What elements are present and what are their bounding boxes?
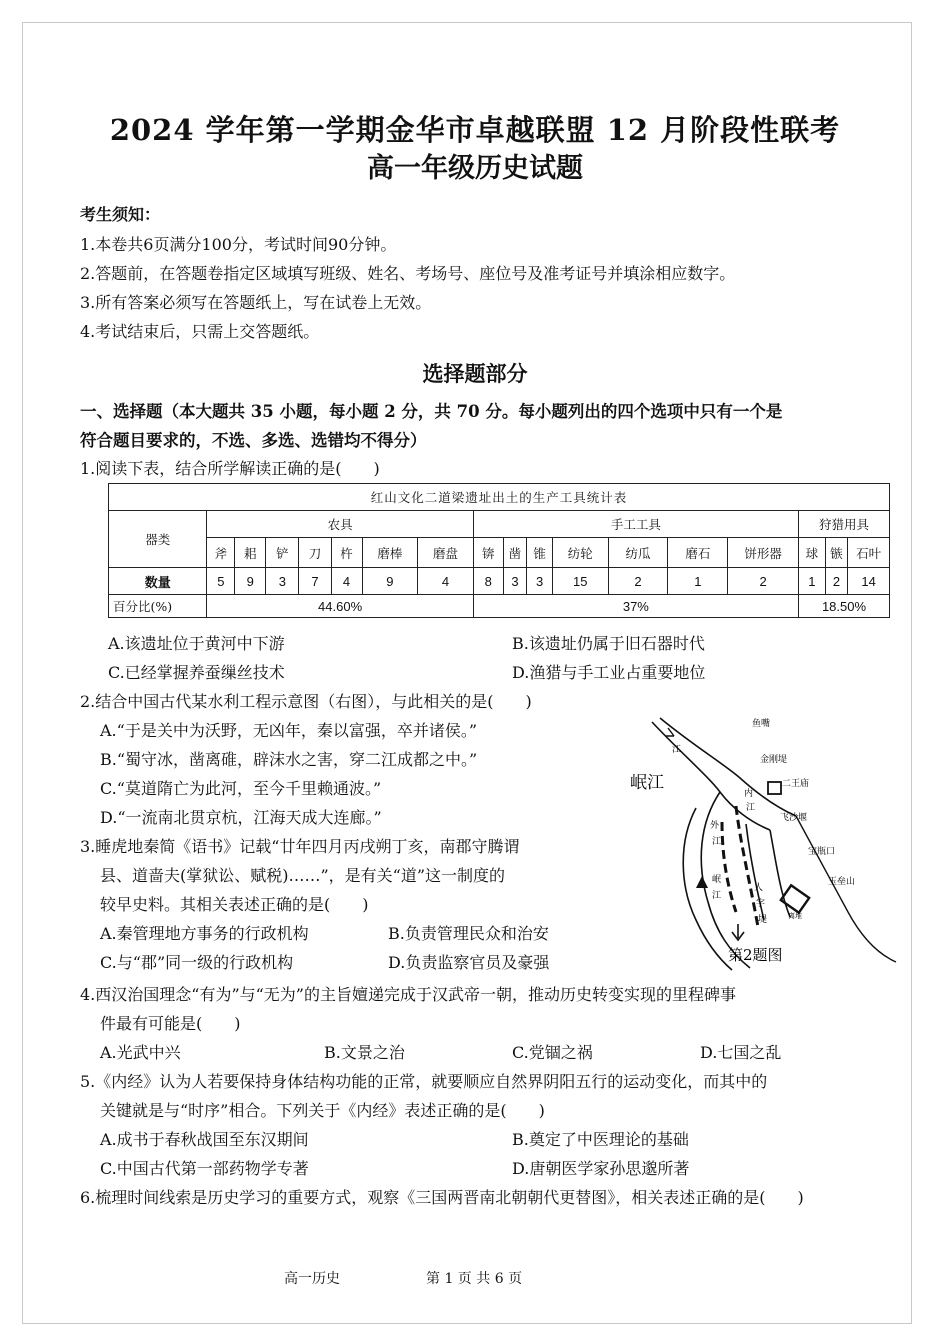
table-caption: 红山文化二道梁遗址出土的生产工具统计表	[109, 484, 890, 511]
river-bank	[796, 816, 896, 962]
map-label: 金刚堤	[760, 755, 788, 765]
tool-count: 8	[473, 568, 503, 595]
footer-subject: 高一历史	[284, 1271, 340, 1287]
question-4-stem: 件最有可能是( )	[100, 1014, 241, 1033]
map-lower-river-char: 岷	[712, 875, 722, 885]
table-group-header: 狩猎用具	[798, 511, 889, 538]
temple-icon	[768, 782, 781, 794]
tool-name: 石叶	[848, 538, 890, 568]
q4-option-a: A.光武中兴	[100, 1043, 181, 1062]
map-label: 飞沙堰	[780, 813, 808, 823]
notice-item: 3.所有答案必须写在答题纸上，写在试卷上无效。	[80, 293, 432, 312]
question-2-stem: 2.结合中国古代某水利工程示意图（右图），与此相关的是( )	[80, 692, 532, 711]
section-description: 符合题目要求的，不选、多选、选错均不得分）	[80, 431, 427, 450]
footer-page-number: 第 1 页 共 6 页	[426, 1271, 523, 1287]
notice-heading: 考生须知：	[80, 205, 161, 224]
map-dike-char: 字	[756, 899, 766, 909]
tool-name: 斧	[207, 538, 235, 568]
q1-option-a: A.该遗址位于黄河中下游	[108, 634, 285, 653]
table-group-header: 农具	[207, 511, 473, 538]
flow-arrow-icon	[696, 876, 708, 888]
tool-count: 15	[552, 568, 608, 595]
tool-count: 1	[798, 568, 825, 595]
map-inner-river-char: 内	[744, 789, 754, 799]
map-river-label: 岷江	[630, 773, 664, 793]
q1-option-b: B.该遗址仍属于旧石器时代	[512, 634, 705, 653]
notice-item: 4.考试结束后，只需上交答题纸。	[80, 322, 320, 341]
table-group-header: 手工工具	[473, 511, 798, 538]
tool-name: 镞	[825, 538, 847, 568]
tool-name: 磨石	[668, 538, 728, 568]
q4-option-c: C.党锢之祸	[512, 1043, 593, 1062]
map-dike-char: 人	[754, 883, 764, 893]
tool-name: 锥	[527, 538, 553, 568]
tool-count: 3	[266, 568, 299, 595]
q4-option-b: B.文景之治	[324, 1043, 405, 1062]
section-title: 选择题部分	[422, 361, 528, 386]
tool-count: 5	[207, 568, 235, 595]
question-3-stem: 较早史料。其相关表述正确的是( )	[100, 895, 369, 914]
tool-name: 磨棒	[362, 538, 418, 568]
map-outer-river-char: 江	[712, 837, 722, 847]
question-5-stem: 5.《内经》认为人若要保持身体结构功能的正常，就要顺应自然界阴阳五行的运动变化，而其中的	[80, 1072, 768, 1091]
group-percent: 18.50%	[798, 595, 889, 618]
map-label: 玉垒山	[828, 877, 856, 887]
group-percent: 44.60%	[207, 595, 473, 618]
section-description: 一、选择题（本大题共 35 小题，每小题 2 分，共 70 分。每小题列出的四个选项中只有一个是	[80, 402, 783, 421]
tool-count: 14	[848, 568, 890, 595]
river-bank	[683, 808, 732, 970]
q2-option-c: C.“莫道隋亡为此河，至今千里赖通波。”	[100, 779, 382, 798]
tool-count: 7	[299, 568, 331, 595]
q2-option-b: B.“蜀守冰，凿离碓，辟沫水之害，穿二江成都之中。”	[100, 750, 478, 769]
map-top-river-char: 江	[672, 745, 682, 755]
q5-option-b: B.奠定了中医理论的基础	[512, 1130, 689, 1149]
tool-name: 刀	[299, 538, 331, 568]
flow-arrow-icon	[666, 728, 674, 736]
flow-arrow-icon	[732, 924, 744, 940]
q2-option-d: D.“一流南北贯京杭，江海天成大连廊。”	[100, 808, 382, 827]
q2-option-a: A.“于是关中为沃野，无凶年，秦以富强，卒并诸侯。”	[100, 721, 478, 740]
percent-label: 百分比(%)	[109, 595, 207, 618]
tool-count: 2	[825, 568, 847, 595]
tool-count: 2	[608, 568, 668, 595]
notice-item: 2.答题前，在答题卷指定区域填写班级、姓名、考场号、座位号及准考证号并填涂相应数字。	[80, 264, 736, 283]
dujiangyan-map	[600, 712, 900, 974]
question-3-stem: 3.睡虎地秦简《语书》记载“廿年四月丙戌朔丁亥，南郡守腾谓	[80, 837, 520, 856]
q3-option-c: C.与“郡”同一级的行政机构	[100, 953, 294, 972]
tool-name: 纺轮	[552, 538, 608, 568]
map-label: 二王庙	[782, 779, 810, 789]
tool-name: 锛	[473, 538, 503, 568]
tool-count: 3	[527, 568, 553, 595]
exam-title: 2024 学年第一学期金华市卓越联盟 12 月阶段性联考	[109, 113, 841, 147]
count-label: 数量	[109, 568, 207, 595]
map-label: 离堆	[788, 912, 802, 920]
tool-name: 饼形器	[728, 538, 799, 568]
dike-line	[736, 806, 758, 927]
q3-option-b: B.负责管理民众和治安	[388, 924, 549, 943]
group-percent: 37%	[473, 595, 798, 618]
tool-count: 4	[331, 568, 362, 595]
q4-option-d: D.七国之乱	[700, 1043, 782, 1062]
map-label: 鱼嘴	[752, 719, 771, 729]
notice-item: 1.本卷共6页满分100分，考试时间90分钟。	[80, 235, 397, 254]
tool-count: 4	[418, 568, 474, 595]
q3-option-d: D.负责监察官员及豪强	[388, 953, 550, 972]
map-caption: 第2题图	[728, 946, 783, 964]
exam-subtitle: 高一年级历史试题	[367, 153, 583, 184]
question-4-stem: 4.西汉治国理念“有为”与“无为”的主旨嬗递完成于汉武帝一朝，推动历史转变实现的里程碑事	[80, 985, 736, 1004]
tool-name: 球	[798, 538, 825, 568]
question-5-stem: 关键就是与“时序”相合。下列关于《内经》表述正确的是( )	[100, 1101, 545, 1120]
question-1-stem: 1.阅读下表，结合所学解读正确的是( )	[80, 459, 380, 478]
q3-option-a: A.秦管理地方事务的行政机构	[100, 924, 309, 943]
tool-name: 耜	[235, 538, 266, 568]
tool-count: 1	[668, 568, 728, 595]
table-row-label: 器类	[109, 511, 207, 568]
map-lower-river-char: 江	[712, 891, 722, 901]
tool-name: 纺瓜	[608, 538, 668, 568]
q1-option-d: D.渔猎与手工业占重要地位	[512, 663, 706, 682]
tool-count: 3	[503, 568, 527, 595]
lidui-icon	[781, 885, 809, 912]
map-dike-char: 堤	[758, 915, 768, 925]
tool-name: 杵	[331, 538, 362, 568]
q5-option-d: D.唐朝医学家孙思邈所著	[512, 1159, 690, 1178]
tool-count: 2	[728, 568, 799, 595]
dike-line	[722, 822, 736, 912]
q5-option-a: A.成书于春秋战国至东汉期间	[100, 1130, 309, 1149]
tool-count: 9	[362, 568, 418, 595]
map-label: 宝瓶口	[808, 847, 836, 857]
q5-option-c: C.中国古代第一部药物学专著	[100, 1159, 309, 1178]
question-3-stem: 县、道啬夫(掌狱讼、赋税)……”，是有关“道”这一制度的	[100, 866, 506, 885]
tool-name: 凿	[503, 538, 527, 568]
river-bank	[652, 722, 770, 830]
map-outer-river-char: 外	[710, 821, 720, 831]
tool-name: 磨盘	[418, 538, 474, 568]
tool-name: 铲	[266, 538, 299, 568]
question-6-stem: 6.梳理时间线索是历史学习的重要方式，观察《三国两晋南北朝朝代更替图》，相关表述正确的是( )	[80, 1188, 804, 1207]
map-inner-river-char: 江	[746, 803, 756, 813]
q1-option-c: C.已经掌握养蚕缫丝技术	[108, 663, 285, 682]
tool-count: 9	[235, 568, 266, 595]
tools-table	[108, 483, 890, 618]
